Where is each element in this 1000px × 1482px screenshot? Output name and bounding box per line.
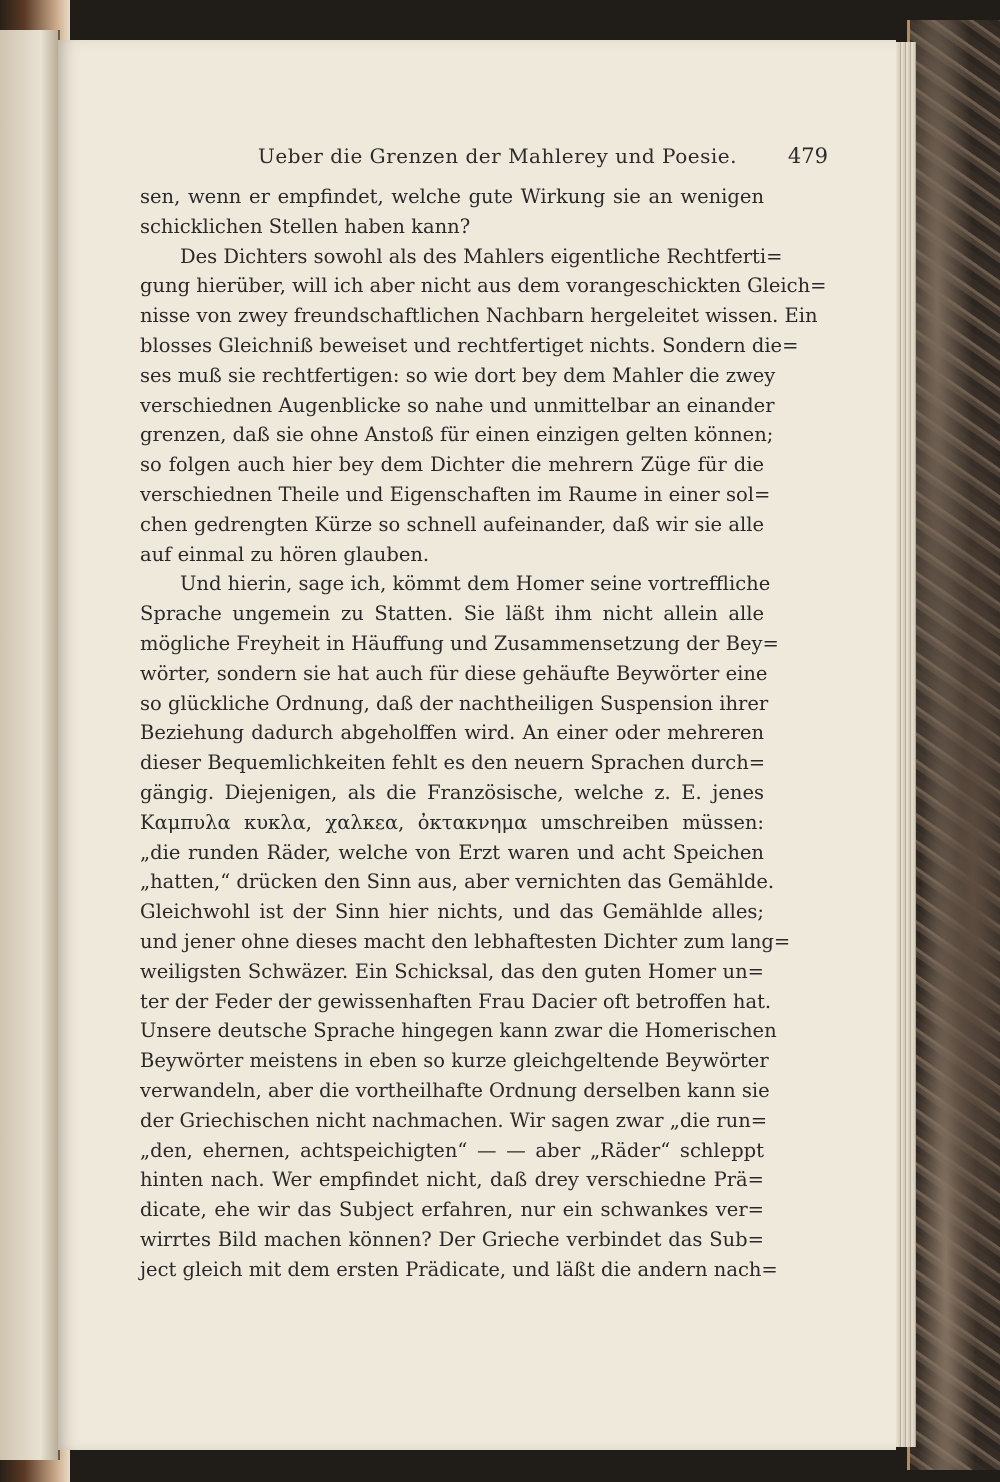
text-line: dieser Bequemlichkeiten fehlt es den neuern Sprachen durch=	[140, 751, 766, 775]
body-text	[140, 182, 827, 1284]
text-line: ses muß sie rechtfertigen: so wie dort bey dem Mahler die zwey	[140, 363, 776, 387]
text-line: Beziehung dadurch abgeholffen wird. An einer oder mehreren	[140, 721, 764, 745]
text-line: gung hierüber, will ich aber nicht aus dem vorangeschickten Gleich=	[140, 274, 827, 298]
text-line: weiligsten Schwäzer. Ein Schicksal, das den guten Homer un=	[140, 959, 764, 983]
text-line: grenzen, daß sie ohne Anstoß für einen einzigen gelten können;	[140, 423, 774, 447]
text-line: Des Dichters sowohl als des Mahlers eigentliche Rechtferti=	[180, 244, 783, 268]
text-line: hinten nach. Wer empfindet nicht, daß drey verschiedne Prä=	[140, 1168, 764, 1192]
text-line: Und hierin, sage ich, kömmt dem Homer seine vortreffliche	[180, 572, 771, 596]
running-title: Ueber die Grenzen der Mahlerey und Poesie.	[258, 144, 737, 168]
text-line: wörter, sondern sie hat auch für diese gehäufte Beywörter eine	[140, 661, 768, 685]
text-line: ject gleich mit dem ersten Prädicate, und läßt die andern nach=	[140, 1257, 778, 1281]
text-line: wirrtes Bild machen können? Der Grieche verbindet das Sub=	[140, 1227, 764, 1251]
text-line: Sprache ungemein zu Statten. Sie läßt ihm nicht allein alle	[140, 602, 764, 626]
text-line: blosses Gleichniß beweiset und rechtfertiget nichts. Sondern die=	[140, 333, 799, 357]
text-line: Unsere deutsche Sprache hingegen kann zwar die Homerischen	[140, 1019, 777, 1043]
text-line: und jener ohne dieses macht den lebhaftesten Dichter zum lang=	[140, 929, 791, 953]
text-line: verwandeln, aber die vortheilhafte Ordnung derselben kann sie	[140, 1078, 770, 1102]
text-line: Καμπυλα κυκλα, χαλκεα, ὀκτακνημα umschreiben müssen:	[140, 810, 764, 834]
text-line: der Griechischen nicht nachmachen. Wir sagen zwar „die run=	[140, 1108, 768, 1132]
text-line: mögliche Freyheit in Häuffung und Zusammensetzung der Bey=	[140, 631, 779, 655]
text-line: auf einmal zu hören glauben.	[140, 542, 430, 566]
text-line: Gleichwohl ist der Sinn hier nichts, und das Gemählde alles;	[140, 900, 764, 924]
text-line: „den, ehernen, achtspeichigten“ — — aber „Räder“ schleppt	[140, 1138, 764, 1162]
text-line: gängig. Diejenigen, als die Französische, welche z. E. jenes	[140, 780, 764, 804]
text-line: schicklichen Stellen haben kann?	[140, 214, 471, 238]
text-line: nisse von zwey freundschaftlichen Nachbarn hergeleitet wissen. Ein	[140, 304, 818, 328]
text-line: chen gedrengten Kürze so schnell aufeinander, daß wir sie alle	[140, 512, 764, 536]
text-line: Beywörter meistens in eben so kurze gleichgeltende Beywörter	[140, 1049, 769, 1073]
text-line: „hatten,“ drücken den Sinn aus, aber vernichten das Gemählde.	[140, 870, 775, 894]
text-line: dicate, ehe wir das Subject erfahren, nur ein schwankes ver=	[140, 1198, 764, 1222]
marbled-cover	[907, 20, 1000, 1470]
book-page	[58, 40, 896, 1450]
text-line: verschiednen Theile und Eigenschaften im Raume in einer sol=	[140, 482, 771, 506]
facing-page-edge	[0, 30, 60, 1460]
text-line: so glückliche Ordnung, daß der nachtheiligen Suspension ihrer	[140, 691, 769, 715]
text-line: „die runden Räder, welche von Erzt waren und acht Speichen	[140, 840, 764, 864]
page-number: 479	[787, 144, 828, 168]
page-header	[258, 144, 828, 176]
text-line: verschiednen Augenblicke so nahe und unmittelbar an einander	[140, 393, 775, 417]
text-line: sen, wenn er empfindet, welche gute Wirkung sie an wenigen	[140, 185, 764, 208]
text-line: so folgen auch hier bey dem Dichter die mehrern Züge für die	[140, 453, 764, 477]
text-line: ter der Feder der gewissenhaften Frau Dacier oft betroffen hat.	[140, 989, 772, 1013]
